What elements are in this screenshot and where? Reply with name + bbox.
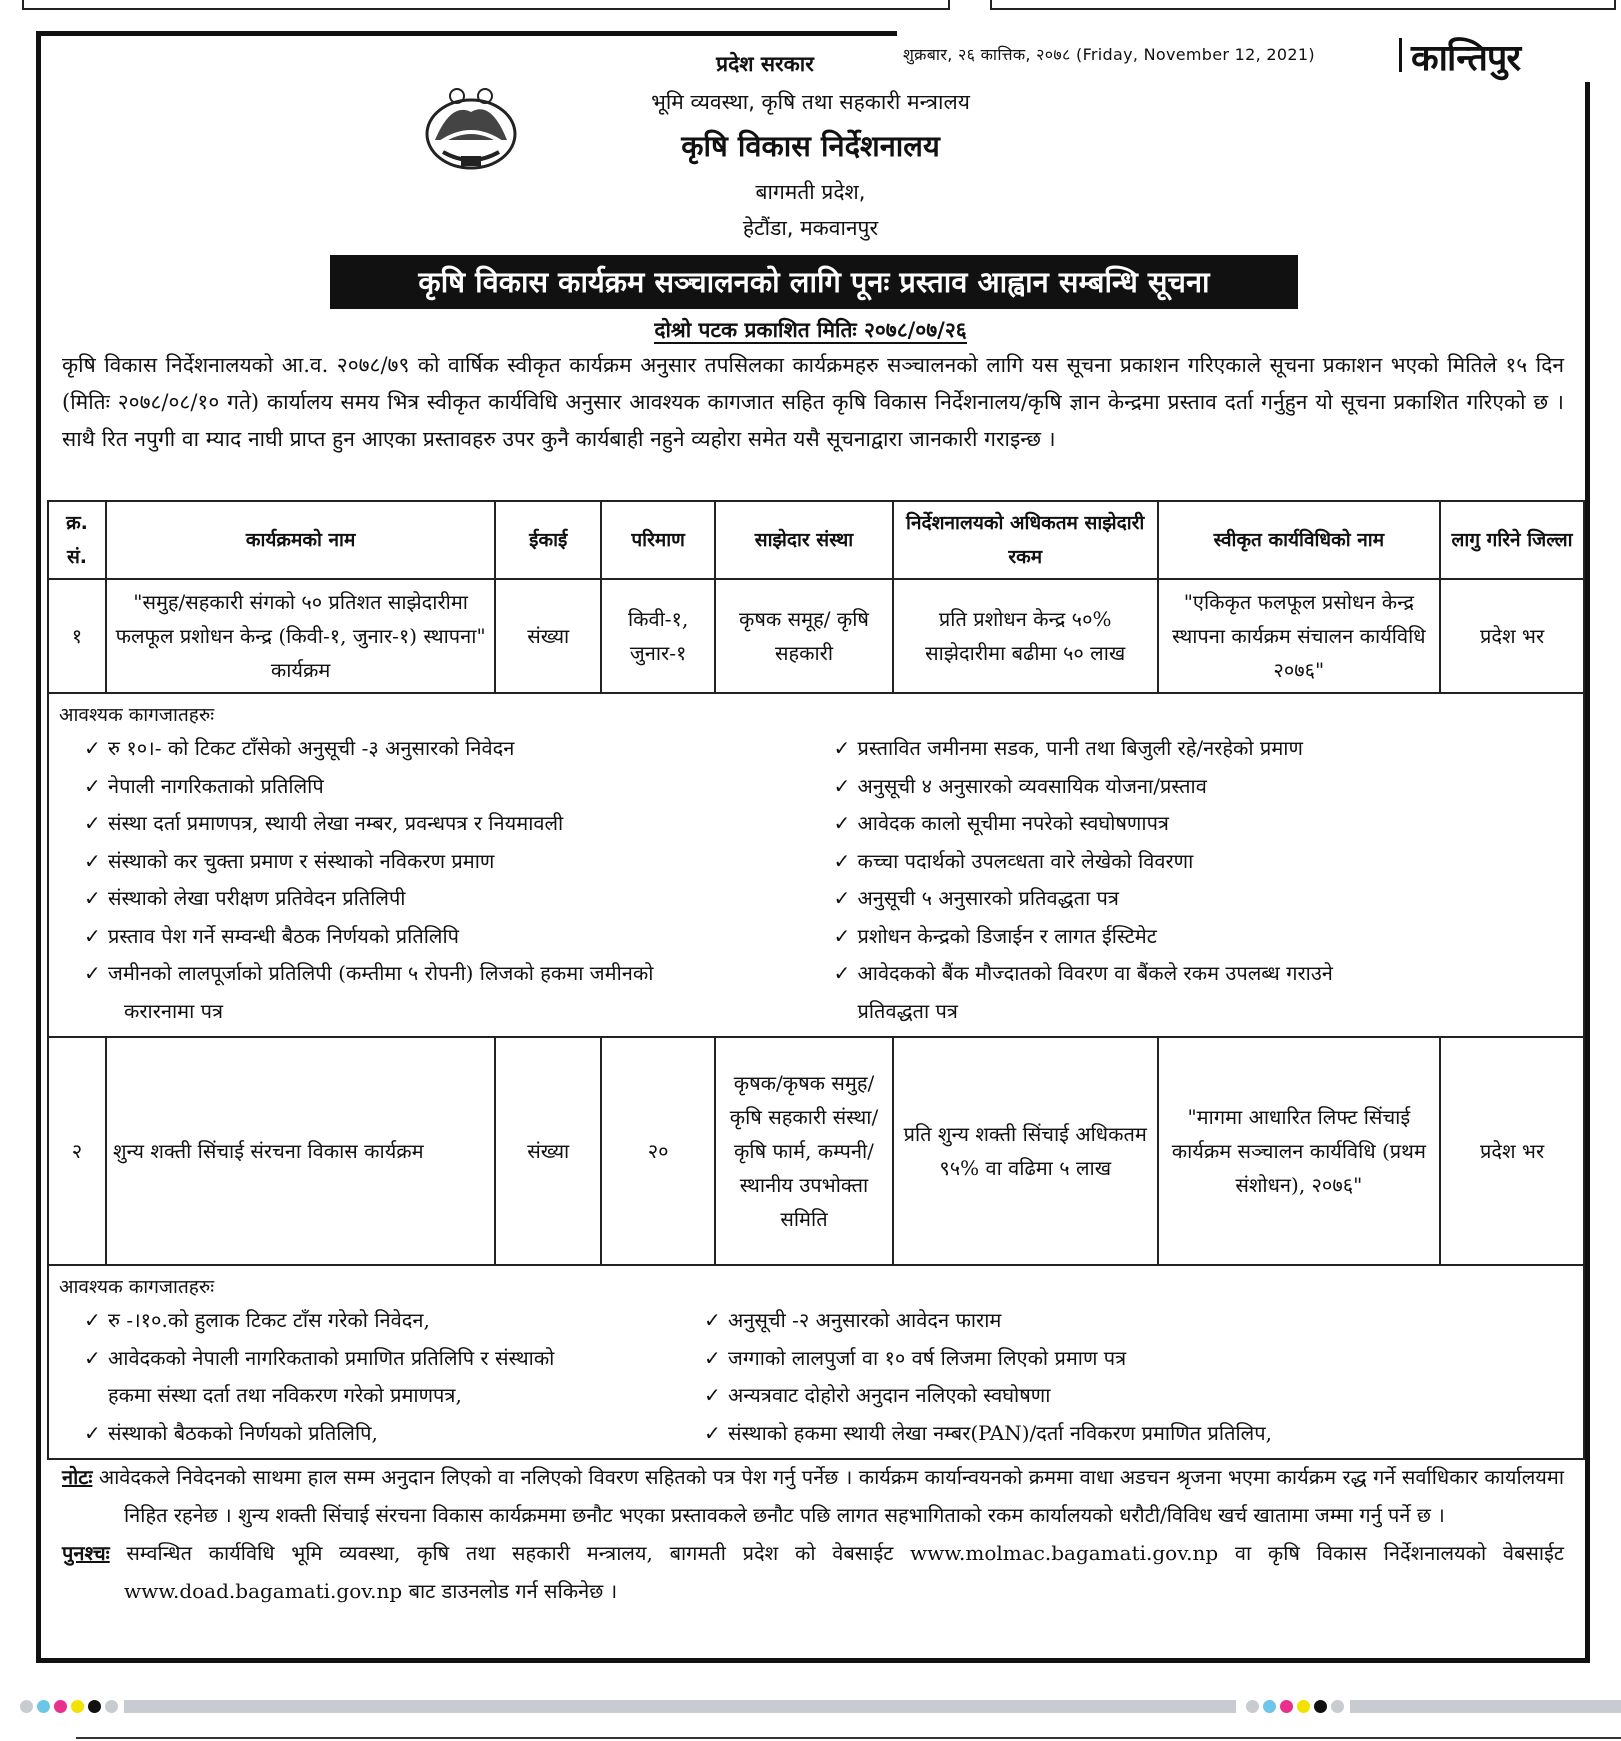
check-icon: ✓	[84, 886, 101, 910]
check-icon: ✓	[704, 1420, 721, 1445]
note-paragraph	[62, 1458, 1564, 1534]
print-dot-cyan	[37, 1700, 50, 1713]
col-header-qty: परिमाण	[601, 501, 715, 579]
table-row	[48, 1037, 1584, 1265]
province-heading: बागमती प्रदेश,	[755, 180, 866, 204]
list-item: ✓ आवेदकको बैंक मौज्दातको विवरण वा बैंकले रकम उपलब्ध गराउने	[834, 955, 1574, 993]
print-dot-grey	[1246, 1700, 1259, 1713]
docs2-right-list	[704, 1302, 1573, 1452]
list-item: ✓ रु १०।- को टिकट टाँसेको अनुसूची -३ अनुसारको निवेदन	[84, 730, 824, 768]
col-header-amount: निर्देशनालयको अधिकतम साझेदारी रकम	[893, 501, 1158, 579]
list-item: ✓ संस्था दर्ता प्रमाणपत्र, स्थायी लेखा नम्बर, प्रवन्धपत्र र नियमावली	[84, 805, 824, 843]
print-dot-grey	[1331, 1700, 1344, 1713]
required-docs-label: आवश्यक कागजातहरुः	[59, 1276, 215, 1298]
list-item: ✓ रु -।१०.को हुलाक टिकट टाँस गरेको निवेदन,	[84, 1302, 704, 1340]
list-item-continued: प्रतिवद्धता पत्र	[857, 998, 958, 1023]
check-icon: ✓	[84, 1420, 101, 1445]
print-dot-yellow	[1297, 1700, 1310, 1713]
check-icon: ✓	[704, 1308, 721, 1332]
row1-amount: प्रति प्रशोधन केन्द्र ५०% साझेदारीमा बढीमा ५० लाख	[893, 579, 1158, 693]
postscript-paragraph	[62, 1534, 1564, 1610]
print-dot-magenta	[54, 1700, 67, 1713]
list-item: ✓ प्रस्ताव पेश गर्ने सम्वन्धी बैठक निर्णयको प्रतिलिपि	[84, 918, 824, 956]
row2-name: शुन्य शक्ती सिंचाई संरचना विकास कार्यक्रम	[106, 1037, 495, 1265]
check-icon: ✓	[84, 1345, 101, 1370]
list-item: ✓ अनुसूची ४ अनुसारको व्यवसायिक योजना/प्रस्ताव	[834, 768, 1574, 806]
check-icon: ✓	[84, 773, 101, 798]
issue-date: शुक्रबार, २६ कात्तिक, २०७८ (Friday, November 12, 2021)	[903, 45, 1315, 64]
published-date-text: दोश्रो पटक प्रकाशित मितिः २०७८/०७/२६	[654, 318, 967, 342]
row2-qty: २०	[601, 1037, 715, 1265]
ministry-heading: भूमि व्यवस्था, कृषि तथा सहकारी मन्त्रालय	[651, 90, 970, 114]
print-dot-grey	[105, 1700, 118, 1713]
row1-name: "समुह/सहकारी संगको ५० प्रतिशत साझेदारीमा फलफूल प्रशोधन केन्द्र (किवी-१, जुनार-१) स्थापना" कार्यक्रम	[106, 579, 495, 693]
list-item-continued: हकमा संस्था दर्ता तथा नविकरण गरेको प्रमाणपत्र,	[108, 1383, 462, 1407]
col-header-partner: साझेदार संस्था	[715, 501, 893, 579]
docs2-left-list	[59, 1302, 704, 1452]
docs-row-1	[48, 693, 1584, 1037]
check-icon: ✓	[833, 736, 851, 760]
print-dot-black	[88, 1700, 101, 1713]
required-docs-1	[48, 693, 1584, 1037]
check-icon: ✓	[84, 923, 101, 948]
print-bar-left	[124, 1700, 1236, 1713]
check-icon: ✓	[833, 811, 851, 835]
print-dot-black	[1314, 1700, 1327, 1713]
check-icon: ✓	[833, 886, 851, 910]
check-icon: ✓	[84, 848, 101, 873]
list-item: ✓ आवेदकको नेपाली नागरिकताको प्रमाणित प्रतिलिपि र संस्थाको	[84, 1340, 704, 1378]
row1-unit: संख्या	[495, 579, 601, 693]
list-item: ✓ जमीनको लालपूर्जाको प्रतिलिपी (कम्तीमा ५ रोपनी) लिजको हकमा जमीनको	[84, 955, 824, 993]
postscript-label: पुनश्चः	[62, 1541, 110, 1565]
postscript-text: सम्वन्धित कार्यविधि भूमि व्यवस्था, कृषि तथा सहकारी मन्त्रालय, बागमती प्रदेश को वेबसाईट www.molmac.bagamati.gov.np वा कृषि विकास निर्देशनालयको वेबसाईट www.doad.bagamati.gov.np बाट डाउनलोड गर्न सकिनेछ ।	[124, 1541, 1565, 1603]
check-icon: ✓	[84, 736, 101, 760]
docs1-left-list	[59, 730, 824, 1030]
list-item: ✓ अनुसूची -२ अनुसारको आवेदन फाराम	[704, 1302, 1573, 1340]
list-item: ✓ अन्यत्रवाट दोहोरो अनुदान नलिएको स्वघोषणा	[704, 1377, 1573, 1415]
list-item: ✓ प्रस्तावित जमीनमा सडक, पानी तथा बिजुली रहे/नरहेको प्रमाण	[834, 730, 1574, 768]
list-item: ✓ अनुसूची ५ अनुसारको प्रतिवद्धता पत्र	[834, 880, 1574, 918]
check-icon: ✓	[704, 1383, 721, 1407]
list-item: ✓ जग्गाको लालपुर्जा वा १० वर्ष लिजमा लिएको प्रमाण पत्र	[704, 1340, 1573, 1378]
published-date	[0, 316, 1621, 344]
row1-procedure: "एकिकृत फलफूल प्रसोधन केन्द्र स्थापना कार्यक्रम संचालन कार्यविधि २०७६"	[1158, 579, 1441, 693]
check-icon: ✓	[84, 961, 101, 985]
required-docs-label: आवश्यक कागजातहरुः	[59, 704, 215, 726]
notice-title-banner: कृषि विकास कार्यक्रम सञ्चालनको लागि पूनः प्रस्ताव आह्वान सम्बन्धि सूचना	[330, 255, 1298, 309]
list-item: ✓ नेपाली नागरिकताको प्रतिलिपि	[84, 768, 824, 806]
list-item: ✓ संस्थाको हकमा स्थायी लेखा नम्बर(PAN)/दर्ता नविकरण प्रमाणित प्रतिलिप,	[704, 1415, 1573, 1453]
top-rule-left	[22, 0, 950, 10]
row2-sn: २	[48, 1037, 106, 1265]
docs1-right-list	[824, 730, 1574, 1030]
row2-amount: प्रति शुन्य शक्ती सिंचाई अधिकतम ९५% वा वढिमा ५ लाख	[893, 1037, 1158, 1265]
print-dot-grey	[20, 1700, 33, 1713]
print-dot-magenta	[1280, 1700, 1293, 1713]
col-header-unit: ईकाई	[495, 501, 601, 579]
list-item: ✓ प्रशोधन केन्द्रको डिजाईन र लागत ईस्टिमेट	[834, 918, 1574, 956]
row2-partner: कृषक/कृषक समुह/कृषि सहकारी संस्था/ कृषि फार्म, कम्पनी/स्थानीय उपभोक्ता समिति	[715, 1037, 893, 1265]
list-item: ✓ आवेदक कालो सूचीमा नपरेको स्वघोषणापत्र	[834, 805, 1574, 843]
check-icon: ✓	[704, 1345, 721, 1370]
office-heading: कृषि विकास निर्देशनालय	[681, 129, 940, 163]
print-bar-right	[1350, 1700, 1621, 1713]
note-label: नोटः	[62, 1465, 93, 1489]
top-rule-right	[990, 0, 1616, 10]
print-dot-cyan	[1263, 1700, 1276, 1713]
row2-unit: संख्या	[495, 1037, 601, 1265]
col-header-procedure: स्वीकृत कार्यविधिको नाम	[1158, 501, 1441, 579]
list-item: ✓ संस्थाको बैठकको निर्णयको प्रतिलिपि,	[84, 1415, 704, 1453]
col-header-district: लागु गरिने जिल्ला	[1440, 501, 1584, 579]
programs-table	[47, 500, 1585, 1460]
check-icon: ✓	[84, 811, 101, 835]
check-icon: ✓	[84, 1308, 101, 1332]
intro-paragraph: कृषि विकास निर्देशनालयको आ.व. २०७८/७९ को वार्षिक स्वीकृत कार्यक्रम अनुसार तपसिलका कार्यक्रमहरु सञ्चालनको लागि यस सूचना प्रकाशन गरिएकाले सूचना प्रकाशन भएको मितिले १५ दिन (मितिः २०७८/०८/१० गते) कार्यालय समय भित्र स्वीकृत कार्यविधि अनुसार आवश्यक कागजात सहित कृषि विकास निर्देशनालय/कृषि ज्ञान केन्द्रमा प्रस्ताव दर्ता गर्नुहुन यो सूचना प्रकाशित गरिएको छ । साथै रित नपुगी वा म्याद नाघी प्राप्त हुन आएका प्रस्तावहरु उपर कुनै कार्यबाही नहुने व्यहोरा समेत यसै सूचनाद्वारा जानकारी गराइन्छ ।	[62, 353, 1564, 451]
notes-section	[62, 1458, 1564, 1610]
docs-row-2	[48, 1265, 1584, 1459]
check-icon: ✓	[833, 923, 851, 948]
list-item: ✓ संस्थाको कर चुक्ता प्रमाण र संस्थाको नविकरण प्रमाण	[84, 843, 824, 881]
required-docs-2	[48, 1265, 1584, 1459]
table-row	[48, 579, 1584, 693]
check-icon: ✓	[833, 961, 851, 985]
table-header-row	[48, 501, 1584, 579]
row2-procedure: "मागमा आधारित लिफ्ट सिंचाई कार्यक्रम सञ्चालन कार्यविधि (प्रथम संशोधन), २०७६"	[1158, 1037, 1441, 1265]
list-item-continued: करारनामा पत्र	[124, 998, 224, 1023]
row1-partner: कृषक समूह/ कृषि सहकारी	[715, 579, 893, 693]
row1-sn: १	[48, 579, 106, 693]
list-item: ✓ संस्थाको लेखा परीक्षण प्रतिवेदन प्रतिलिपी	[84, 880, 824, 918]
list-item: ✓ कच्चा पदार्थको उपलव्धता वारे लेखेको विवरणा	[834, 843, 1574, 881]
check-icon: ✓	[833, 773, 851, 798]
row2-district: प्रदेश भर	[1440, 1037, 1584, 1265]
location-heading: हेटौंडा, मकवानपुर	[742, 216, 879, 240]
note-text: आवेदकले निवेदनको साथमा हाल सम्म अनुदान लिएको वा नलिएको विवरण सहितको पत्र पेश गर्नु पर्नेछ । कार्यक्रम कार्यान्वयनको क्रममा वाधा अडचन श्रृजना भएमा कार्यक्रम रद्ध गर्ने सर्वाधिकार कार्यालयमा निहित रहनेछ । शुन्य शक्ती सिंचाई संरचना विकास कार्यक्रममा छनौट भएका प्रस्तावकले छनौट पछि लागत सहभागिताको रकम कार्यालयको धरौटी/विविध खर्च खातामा जम्मा गर्नु पर्ने छ ।	[98, 1465, 1564, 1527]
row1-district: प्रदेश भर	[1440, 579, 1584, 693]
government-heading: प्रदेश सरकार	[716, 52, 814, 76]
bottom-rule	[76, 1737, 1621, 1739]
row1-qty: किवी-१, जुनार-१	[601, 579, 715, 693]
newspaper-logo: कान्तिपुर	[1411, 37, 1521, 79]
check-icon: ✓	[833, 848, 851, 873]
col-header-name: कार्यक्रमको नाम	[106, 501, 495, 579]
col-header-sn: क्र. सं.	[48, 501, 106, 579]
print-dot-yellow	[71, 1700, 84, 1713]
